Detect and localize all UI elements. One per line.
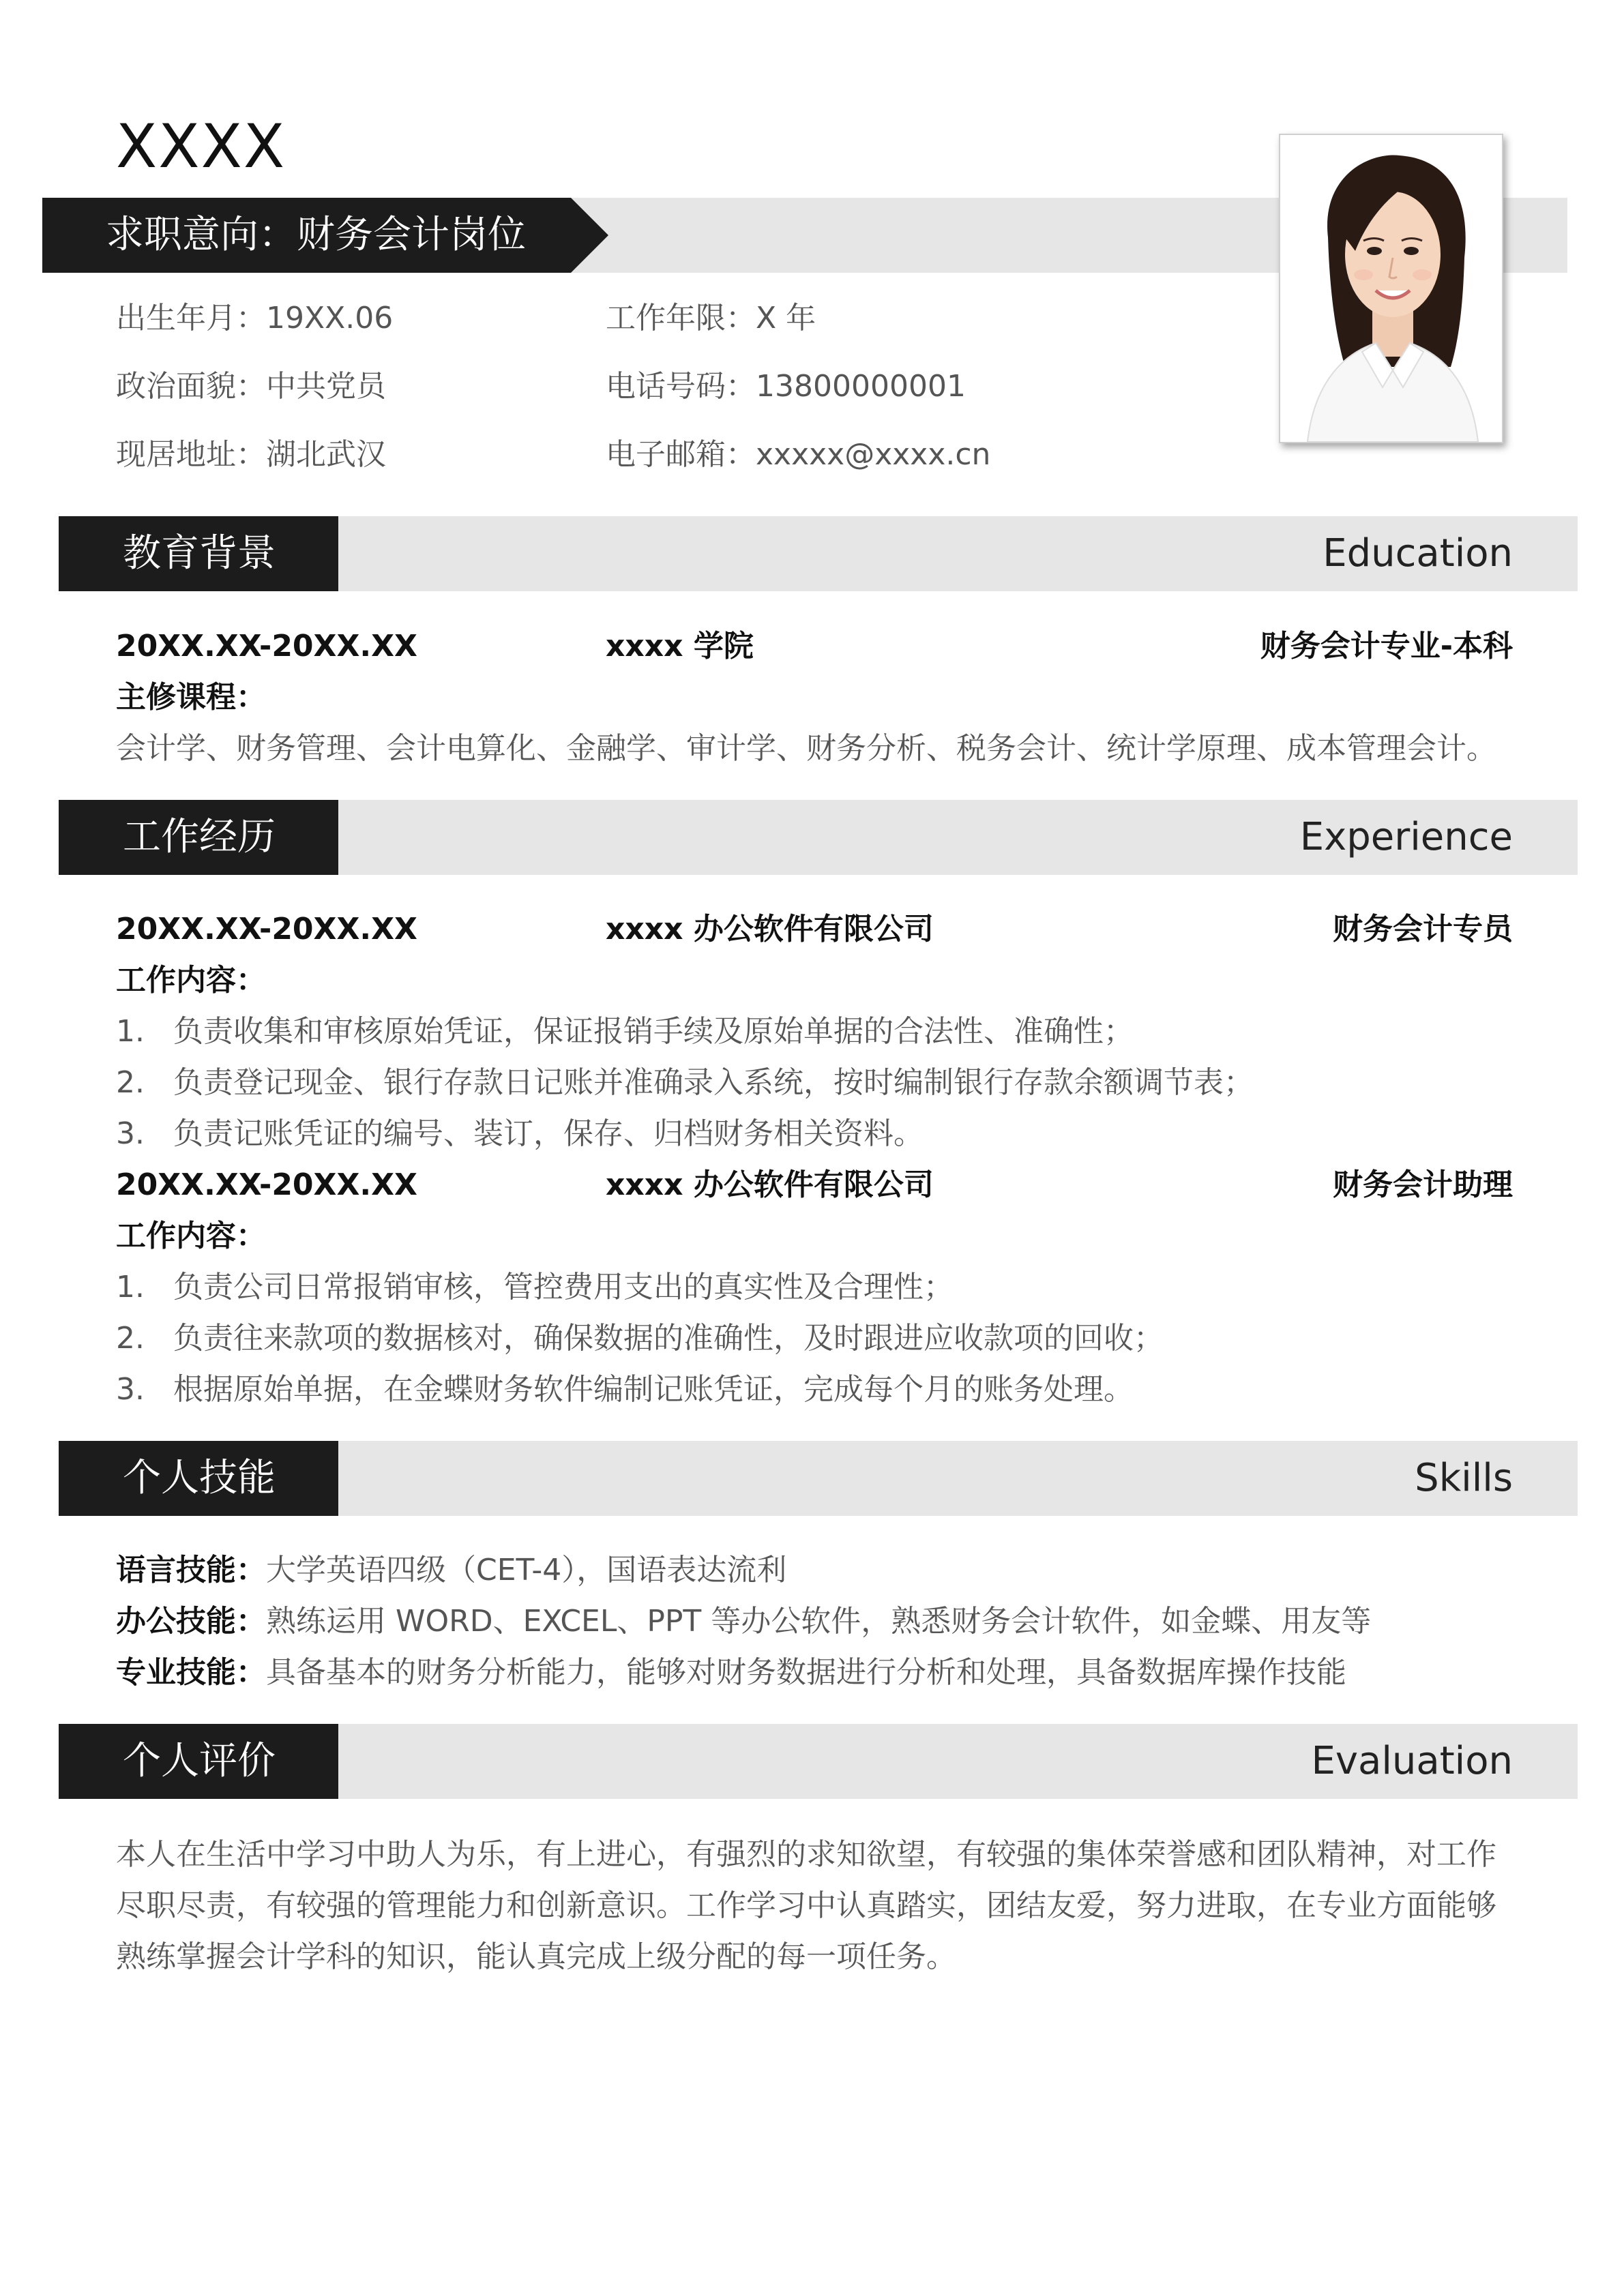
duty-number: 2. xyxy=(116,1321,145,1356)
job-company: xxxx 办公软件有限公司 xyxy=(606,1167,934,1202)
job-date: 20XX.XX-20XX.XX xyxy=(116,1167,417,1202)
duty-number: 1. xyxy=(116,1014,145,1049)
candidate-name: XXXX xyxy=(116,111,286,181)
job-duty-item xyxy=(116,1267,954,1308)
info-years xyxy=(606,298,816,339)
job-role: 财务会计专员 xyxy=(1333,912,1513,946)
education-school: xxxx 学院 xyxy=(606,629,754,664)
evaluation-line: 本人在生活中学习中助人为乐，有上进心，有强烈的求知欲望，有较强的集体荣誉感和团队精神，对工作 xyxy=(116,1837,1496,1872)
education-title-en: Education xyxy=(1323,531,1513,576)
evaluation-line: 熟练掌握会计学科的知识，能认真完成上级分配的每一项任务。 xyxy=(116,1939,956,1974)
evaluation-line: 尽职尽责，有较强的管理能力和创新意识。工作学习中认真踏实，团结友爱，努力进取，在专业方面能够 xyxy=(116,1888,1496,1923)
job-duty-item xyxy=(116,1114,924,1154)
job-company: xxxx 办公软件有限公司 xyxy=(606,912,934,946)
experience-title-en: Experience xyxy=(1299,815,1513,859)
duty-number: 1. xyxy=(116,1270,145,1304)
skill-label: 办公技能： xyxy=(116,1604,266,1639)
info-email xyxy=(606,434,990,475)
job-duty-item xyxy=(116,1369,1134,1410)
politics-value: 中共党员 xyxy=(266,369,386,404)
portrait-illustration xyxy=(1280,135,1502,442)
duty-number: 3. xyxy=(116,1116,145,1151)
info-politics xyxy=(116,366,386,407)
birth-label: 出生年月： xyxy=(116,301,266,336)
evaluation-title: 个人评价 xyxy=(123,1739,276,1783)
skill-label: 语言技能： xyxy=(116,1553,266,1587)
duty-number: 3. xyxy=(116,1372,145,1407)
birth-value: 19XX.06 xyxy=(266,301,394,336)
email-label: 电子邮箱： xyxy=(606,437,756,472)
job-duty-item xyxy=(116,1011,1134,1052)
skill-item xyxy=(116,1601,1371,1642)
skill-text: 具备基本的财务分析能力，能够对财务数据进行分析和处理，具备数据库操作技能 xyxy=(266,1655,1346,1690)
skill-item xyxy=(116,1550,786,1591)
skills-title: 个人技能 xyxy=(123,1456,276,1500)
job-intent: 求职意向：财务会计岗位 xyxy=(106,213,526,257)
years-value: X 年 xyxy=(756,301,816,336)
job-duty-item xyxy=(116,1318,1164,1359)
education-date: 20XX.XX-20XX.XX xyxy=(116,629,417,664)
email-value: xxxxx@xxxx.cn xyxy=(756,437,991,472)
profile-photo xyxy=(1279,134,1503,443)
duty-text: 负责记账凭证的编号、装订，保存、归档财务相关资料。 xyxy=(173,1116,924,1151)
skill-text: 熟练运用 WORD、EXCEL、PPT 等办公软件，熟悉财务会计软件，如金蝶、用友等 xyxy=(266,1604,1372,1639)
job-date: 20XX.XX-20XX.XX xyxy=(116,912,417,946)
courses-label: 主修课程： xyxy=(116,680,266,715)
courses-list: 会计学、财务管理、会计电算化、金融学、审计学、财务分析、税务会计、统计学原理、成本管理会计。 xyxy=(116,731,1496,766)
education-title: 教育背景 xyxy=(123,531,276,576)
duty-number: 2. xyxy=(116,1065,145,1100)
job-content-label: 工作内容： xyxy=(116,1219,266,1253)
duty-text: 根据原始单据，在金蝶财务软件编制记账凭证，完成每个月的账务处理。 xyxy=(173,1372,1134,1407)
duty-text: 负责往来款项的数据核对，确保数据的准确性，及时跟进应收款项的回收； xyxy=(173,1321,1164,1356)
years-label: 工作年限： xyxy=(606,301,756,336)
politics-label: 政治面貌： xyxy=(116,369,266,404)
duty-text: 负责登记现金、银行存款日记账并准确录入系统，按时编制银行存款余额调节表； xyxy=(173,1065,1254,1100)
skill-item xyxy=(116,1652,1346,1693)
job-content-label: 工作内容： xyxy=(116,963,266,998)
evaluation-title-en: Evaluation xyxy=(1311,1739,1513,1783)
phone-value: 13800000001 xyxy=(756,369,966,404)
skill-text: 大学英语四级（CET-4），国语表达流利 xyxy=(266,1553,787,1587)
info-address xyxy=(116,434,386,475)
education-major: 财务会计专业-本科 xyxy=(1260,629,1513,664)
job-duty-item xyxy=(116,1062,1254,1103)
job-role: 财务会计助理 xyxy=(1333,1167,1513,1202)
address-value: 湖北武汉 xyxy=(266,437,386,472)
info-birth xyxy=(116,298,393,339)
experience-title: 工作经历 xyxy=(123,815,276,859)
phone-label: 电话号码： xyxy=(606,369,756,404)
duty-text: 负责公司日常报销审核，管控费用支出的真实性及合理性； xyxy=(173,1270,954,1304)
address-label: 现居地址： xyxy=(116,437,266,472)
duty-text: 负责收集和审核原始凭证，保证报销手续及原始单据的合法性、准确性； xyxy=(173,1014,1134,1049)
info-phone xyxy=(606,366,966,407)
skill-label: 专业技能： xyxy=(116,1655,266,1690)
skills-title-en: Skills xyxy=(1415,1456,1513,1500)
